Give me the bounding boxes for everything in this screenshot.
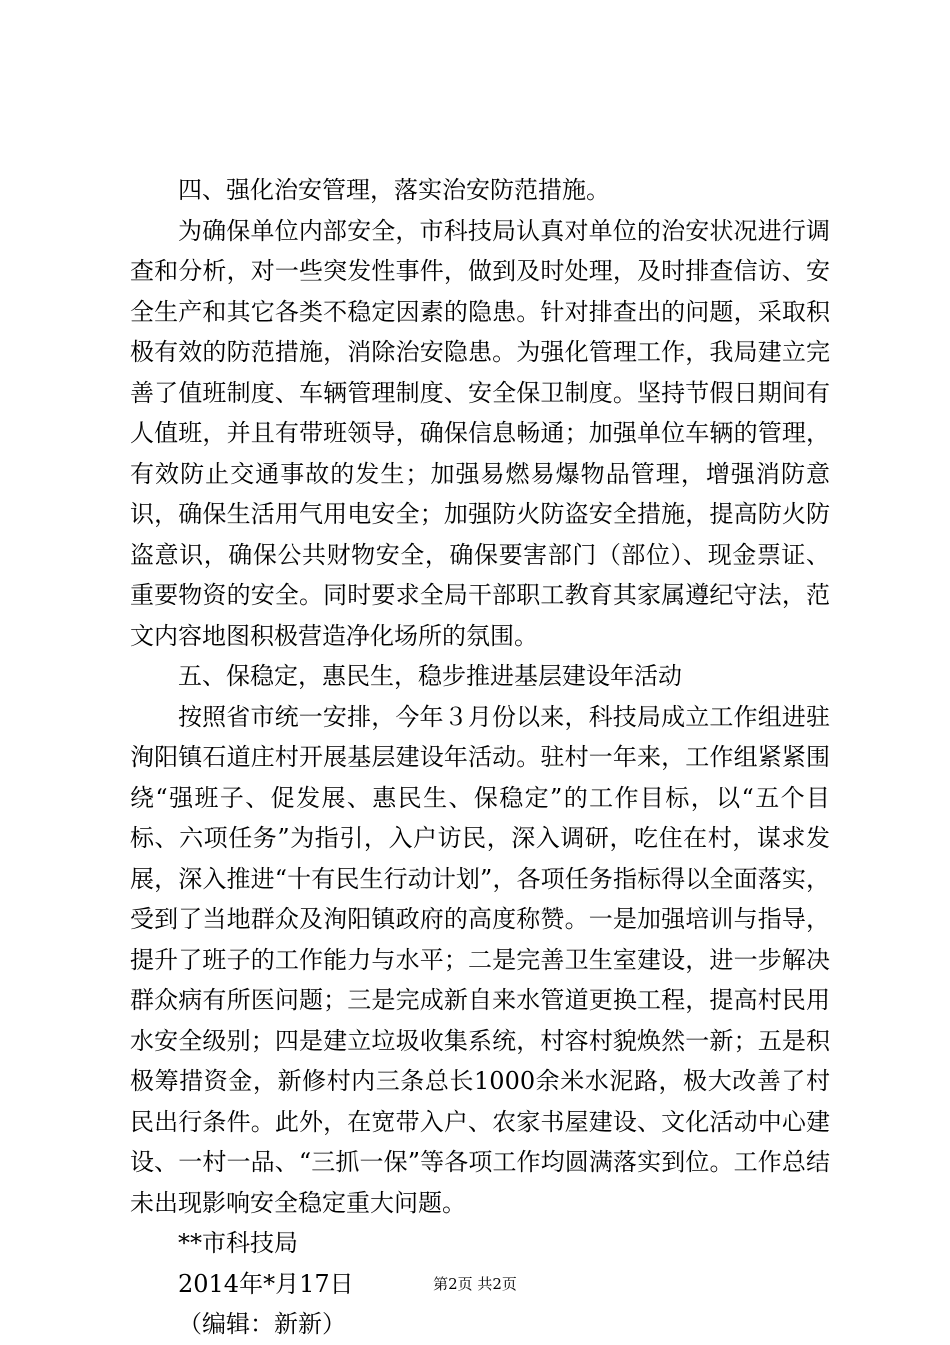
signature-organization: **市科技局 xyxy=(178,1229,298,1257)
document-body xyxy=(130,170,830,1345)
body-paragraph-grassroots: 按照省市统一安排，今年３月份以来，科技局成立工作组进驻洵阳镇石道庄村开展基层建设年活动。驻村一年来，工作组紧紧围绕“强班子、促发展、惠民生、保稳定”的工作目标，以“五个目标、六项任务”为指引，入户访民，深入调研，吃住在村，谋求发展，深入推进“十有民生行动计划”，各项任务指标得以全面落实，受到了当地群众及洵阳镇政府的高度称赞。一是加强培训与指导，提升了班子的工作能力与水平；二是完善卫生室建设，进一步解决群众病有所医问题；三是完成新自来水管道更换工程，提高村民用水安全级别；四是建立垃圾收集系统，村容村貌焕然一新；五是积极筹措资金，新修村内三条总长1000余米水泥路，极大改善了村民出行条件。此外，在宽带入户、农家书屋建设、文化活动中心建设、一村一品、“三抓一保”等各项工作均圆满落实到位。工作总结未出现影响安全稳定重大问题。 xyxy=(130,702,830,1217)
page-number-footer: 第2页 共2页 xyxy=(433,1275,517,1293)
body-paragraph-security: 为确保单位内部安全，市科技局认真对单位的治安状况进行调查和分析，对一些突发性事件，做到及时处理，及时排查信访、安全生产和其它各类不稳定因素的隐患。针对排查出的问题，采取积极有效的防范措施，消除治安隐患。为强化管理工作，我局建立完善了值班制度、车辆管理制度、安全保卫制度。坚持节假日期间有人值班，并且有带班领导，确保信息畅通；加强单位车辆的管理，有效防止交通事故的发生；加强易燃易爆物品管理，增强消防意识，确保生活用气用电安全；加强防火防盗安全措施，提高防火防盗意识，确保公共财物安全，确保要害部门（部位）、现金票证、重要物资的安全。同时要求全局干部职工教育其家属遵纪守法，范文内容地图积极营造净化场所的氛围。 xyxy=(130,216,830,650)
section-heading-4: 四、强化治安管理，落实治安防范措施。 xyxy=(178,176,610,204)
signature-date: 2014年*月17日 xyxy=(178,1269,354,1298)
editor-note: （编辑：新新） xyxy=(178,1310,346,1338)
section-heading-5: 五、保稳定，惠民生，稳步推进基层建设年活动 xyxy=(178,662,682,690)
